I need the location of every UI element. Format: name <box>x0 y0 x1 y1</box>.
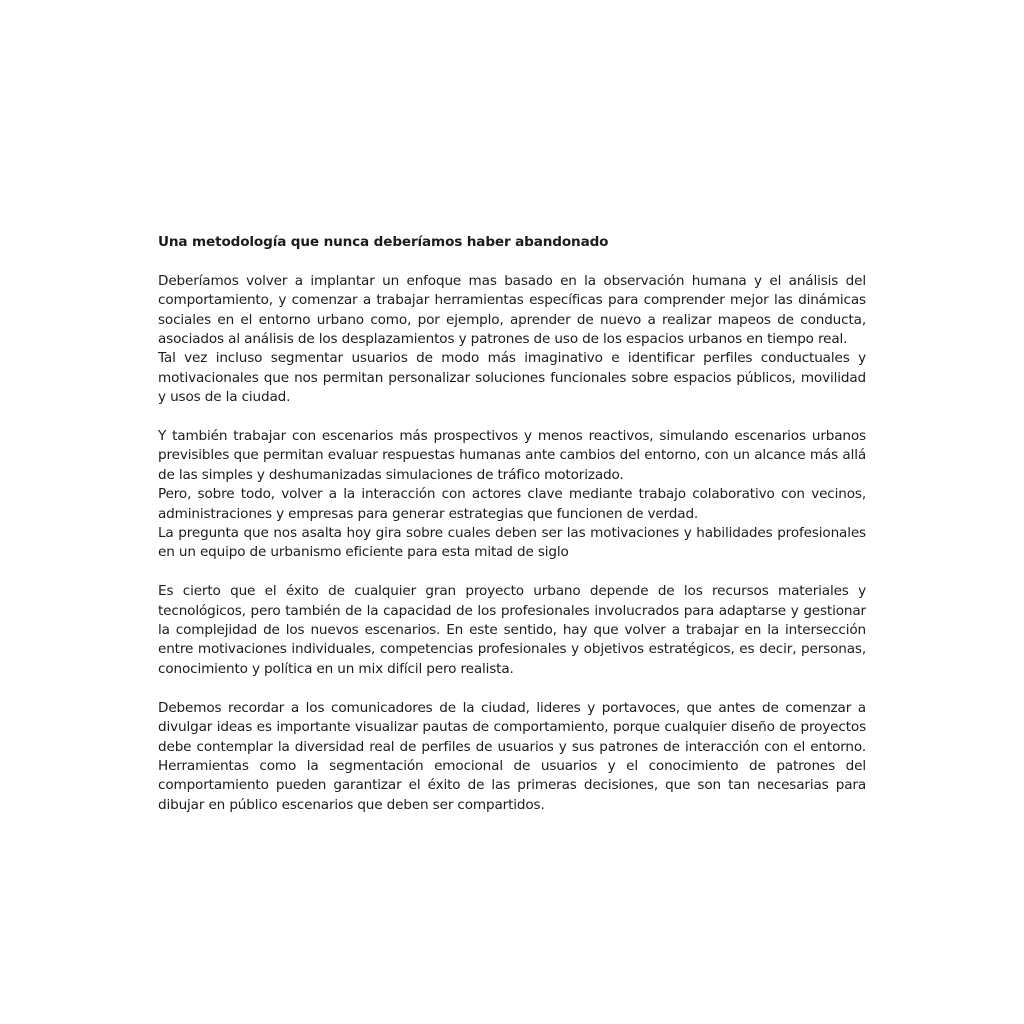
paragraph-segmentation: Tal vez incluso segmentar usuarios de modo más imaginativo e identificar perfiles conductuales y motivacionales que nos permitan personalizar soluciones funcionales sobre espacios públicos, movilidad y usos de la ciudad. <box>158 350 866 406</box>
paragraph-observation: Deberíamos volver a implantar un enfoque mas basado en la observación humana y el análisis del comportamiento, y comenzar a trabajar herramientas específicas para comprender mejor las dinámicas sociales en el entorno urbano como, por ejemplo, aprender de nuevo a realizar mapeos de conducta, asociados al análisis de los desplazamientos y patrones de uso de los espacios urbanos en tiempo real. <box>158 272 866 348</box>
paragraph-spacer <box>158 679 866 698</box>
paragraph-question: La pregunta que nos asalta hoy gira sobre cuales deben ser las motivaciones y habilidades profesionales en un equipo de urbanismo eficiente para esta mitad de siglo <box>158 525 866 561</box>
paragraph-spacer <box>158 408 866 427</box>
paragraph-communicators: Debemos recordar a los comunicadores de la ciudad, lideres y portavoces, que antes de comenzar a divulgar ideas es importante visualizar pautas de comportamiento, porque cualquier diseño de proyectos debe contemplar la diversidad real de perfiles de usuarios y sus patrones de interacción con el entorno. Herramientas como la segmentación emocional de usuarios y el conocimiento de patrones del comportamiento pueden garantizar el éxito de las primeras decisiones, que son tan necesarias para dibujar en público escenarios que deben ser compartidos. <box>158 699 866 813</box>
document-title: Una metodología que nunca deberíamos haber abandonado <box>158 234 609 250</box>
paragraph-spacer <box>158 563 866 582</box>
document-body <box>158 233 866 815</box>
paragraph-collaboration: Pero, sobre todo, volver a la interacción con actores clave mediante trabajo colaborativo con vecinos, administraciones y empresas para generar estrategias que funcionen de verdad. <box>158 486 866 522</box>
paragraph-scenarios: Y también trabajar con escenarios más prospectivos y menos reactivos, simulando escenarios urbanos previsibles que permitan evaluar respuestas humanas ante cambios del entorno, con un alcance más allá de las simples y deshumanizadas simulaciones de tráfico motorizado. <box>158 428 866 483</box>
paragraph-success: Es cierto que el éxito de cualquier gran proyecto urbano depende de los recursos materiales y tecnológicos, pero también de la capacidad de los profesionales involucrados para adaptarse y gestionar la complejidad de los nuevos escenarios. En este sentido, hay que volver a trabajar en la intersección entre motivaciones individuales, competencias profesionales y objetivos estratégicos, es decir, personas, conocimiento y política en un mix difícil pero realista. <box>158 583 866 677</box>
